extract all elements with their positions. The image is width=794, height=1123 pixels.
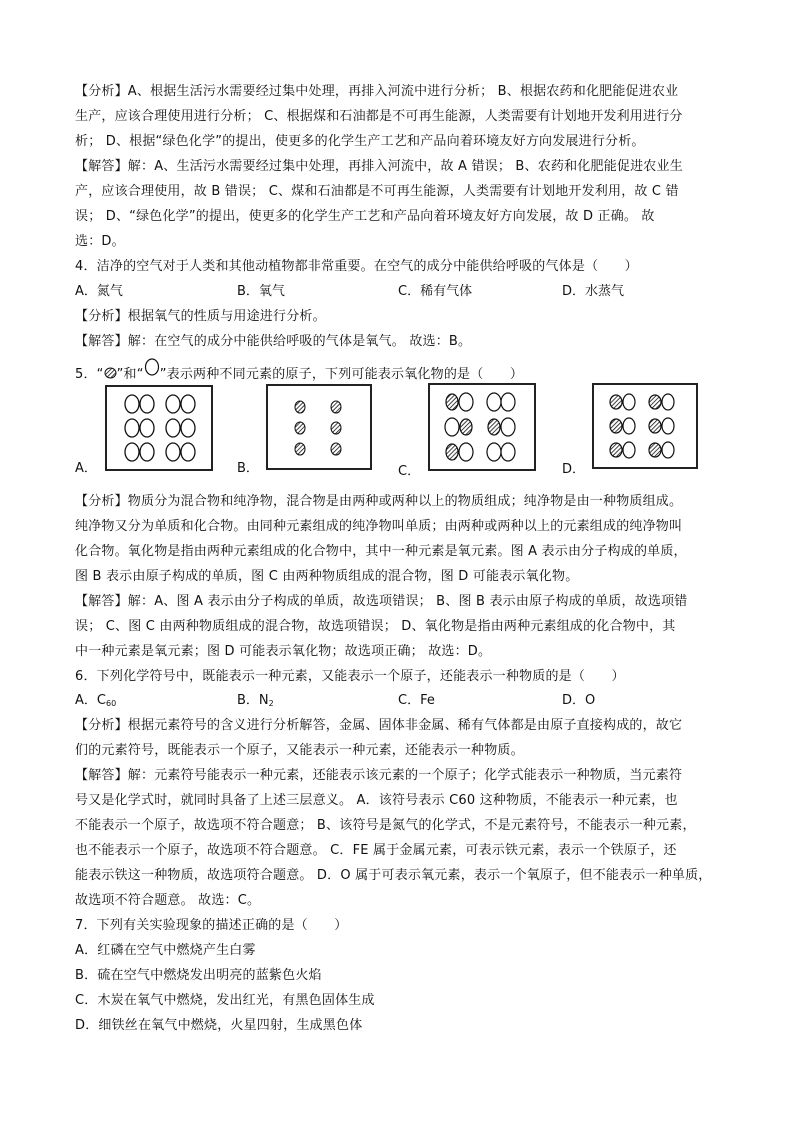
text-line: 误； D、“绿色化学”的提出，使更多的化学生产工艺和产品向着环境友好方向发展，故 D 正确。 故 <box>75 209 655 224</box>
q4-option-c: C．稀有气体 <box>398 284 473 299</box>
diagram-b-atoms <box>268 386 370 468</box>
q4-option-d: D．水蒸气 <box>562 284 625 299</box>
diagram-a-label: A． <box>75 461 97 476</box>
q6-option-c: C．Fe <box>398 693 435 708</box>
diagram-b <box>266 384 372 470</box>
text-line: 【解答】解：A、图 A 表示由分子构成的单质，故选项错误； B、图 B 表示由原子构成的单质，故选项错 <box>75 594 688 609</box>
text-line: 选：D。 <box>75 234 125 249</box>
text-line: 【分析】A、根据生活污水需要经过集中处理，再排入河流中进行分析； B、根据农药和化肥能促进农业 <box>75 84 679 99</box>
text-line: 误； C、图 C 由两种物质组成的混合物，故选项错误； D、氧化物是指由两种元素组成的化合物中，其 <box>75 619 676 634</box>
text-line: 能表示铁这一种物质，故选项符合题意。 D．O 属于可表示氧元素，表示一个氧原子，但不能表示一种单质， <box>75 868 712 883</box>
text-line: 纯净物又分为单质和化合物。由同种元素组成的纯净物叫单质；由两种或两种以上的元素组成的纯净物叫 <box>75 519 683 534</box>
text-line: 【解答】解：A、生活污水需要经过集中处理，再排入河流中，故 A 错误； B、农药和化肥能促进农业生 <box>75 159 683 174</box>
q6-option-d: D．O <box>562 693 596 708</box>
diagram-d-label: D． <box>562 462 586 477</box>
q7-option-a: A．红磷在空气中燃烧产生白雾 <box>75 943 256 958</box>
q4-analysis: 【分析】根据氧气的性质与用途进行分析。 <box>75 309 326 324</box>
text-line: 不能表示一个原子，故选项不符合题意； B、该符号是氮气的化学式，不是元素符号，不能表示一种元素， <box>75 818 696 833</box>
text-line: 们的元素符号，既能表示一个原子，又能表示一种元素，还能表示一种物质。 <box>75 743 524 758</box>
diagram-b-label: B． <box>237 461 259 476</box>
q6-option-b: B．$N_2$ <box>237 693 274 708</box>
text-line: 化合物。氧化物是指由两种元素组成的化合物中，其中一种元素是氧元素。图 A 表示由分子构成的单质， <box>75 544 687 559</box>
q4-answer: 【解答】解：在空气的成分中能供给呼吸的气体是氧气。 故选：B。 <box>75 334 472 349</box>
diagram-d-compound <box>594 385 696 467</box>
text-line: 产，应该合理使用，故 B 错误； C、煤和石油都是不可再生能源，人类需要有计划地开发利用，故 C 错 <box>75 184 679 199</box>
question-5-stem: 5．“ ”和“ ”表示两种不同元素的原子，下列可能表示氧化物的是（ ） <box>75 358 735 384</box>
q6-option-a: A．$C_{60}$ <box>75 693 117 708</box>
diagram-d <box>592 383 698 469</box>
text-line: 【分析】根据元素符号的含义进行分析解答，金属、固体非金属、稀有气体都是由原子直接构成的，故它 <box>75 718 683 733</box>
text-line: 析； D、根据“绿色化学”的提出，使更多的化学生产工艺和产品向着环境友好方向发展进行分析。 <box>75 134 645 149</box>
text-line: 【解答】解：元素符号能表示一种元素，还能表示该元素的一个原子；化学式能表示一种物质，当元素符 <box>75 768 683 783</box>
text-line: 【分析】物质分为混合物和纯净物，混合物是由两种或两种以上的物质组成；纯净物是由一种物质组成。 <box>75 494 683 509</box>
question-6-stem: 6．下列化学符号中，既能表示一种元素，又能表示一个原子，还能表示一种物质的是（ ） <box>75 669 625 684</box>
diagram-a-molecules <box>107 387 211 469</box>
q4-option-a: A．氮气 <box>75 284 123 299</box>
hatched-atom-icon <box>104 367 117 379</box>
text-line: 故选项不符合题意。 故选：C。 <box>75 893 261 908</box>
text-line: 中一种元素是氧元素；图 D 可能表示氧化物；故选项正确； 故选：D。 <box>75 644 492 659</box>
diagram-c <box>428 383 536 471</box>
q7-option-c: C．木炭在氧气中燃烧，发出红光，有黑色固体生成 <box>75 993 375 1008</box>
text-line: 号又是化学式时，就同时具备了上述三层意义。 A．该符号表示 C60 这种物质，不能表示一种元素，也 <box>75 793 678 808</box>
diagram-a <box>105 385 213 471</box>
diagram-c-label: C． <box>398 464 421 479</box>
open-atom-icon <box>144 358 160 376</box>
text-line: 生产，应该合理使用进行分析； C、根据煤和石油都是不可再生能源，人类需要有计划地开发利用进行分 <box>75 109 683 124</box>
question-7-stem: 7．下列有关实验现象的描述正确的是（ ） <box>75 918 348 933</box>
q7-option-b: B．硫在空气中燃烧发出明亮的蓝紫色火焰 <box>75 968 322 983</box>
question-4-stem: 4．洁净的空气对于人类和其他动植物都非常重要。在空气的成分中能供给呼吸的气体是（ ） <box>75 259 638 274</box>
q4-option-b: B．氧气 <box>237 284 285 299</box>
text-line: 也不能表示一个原子，故选项不符合题意。 C．FE 属于金属元素，可表示铁元素，表示一个铁原子，还 <box>75 843 677 858</box>
q7-option-d: D．细铁丝在氧气中燃烧，火星四射，生成黑色体 <box>75 1018 363 1033</box>
text-line: 图 B 表示由原子构成的单质，图 C 由两种物质组成的混合物，图 D 可能表示氧化物。 <box>75 569 579 584</box>
diagram-c-mixture <box>430 385 534 469</box>
